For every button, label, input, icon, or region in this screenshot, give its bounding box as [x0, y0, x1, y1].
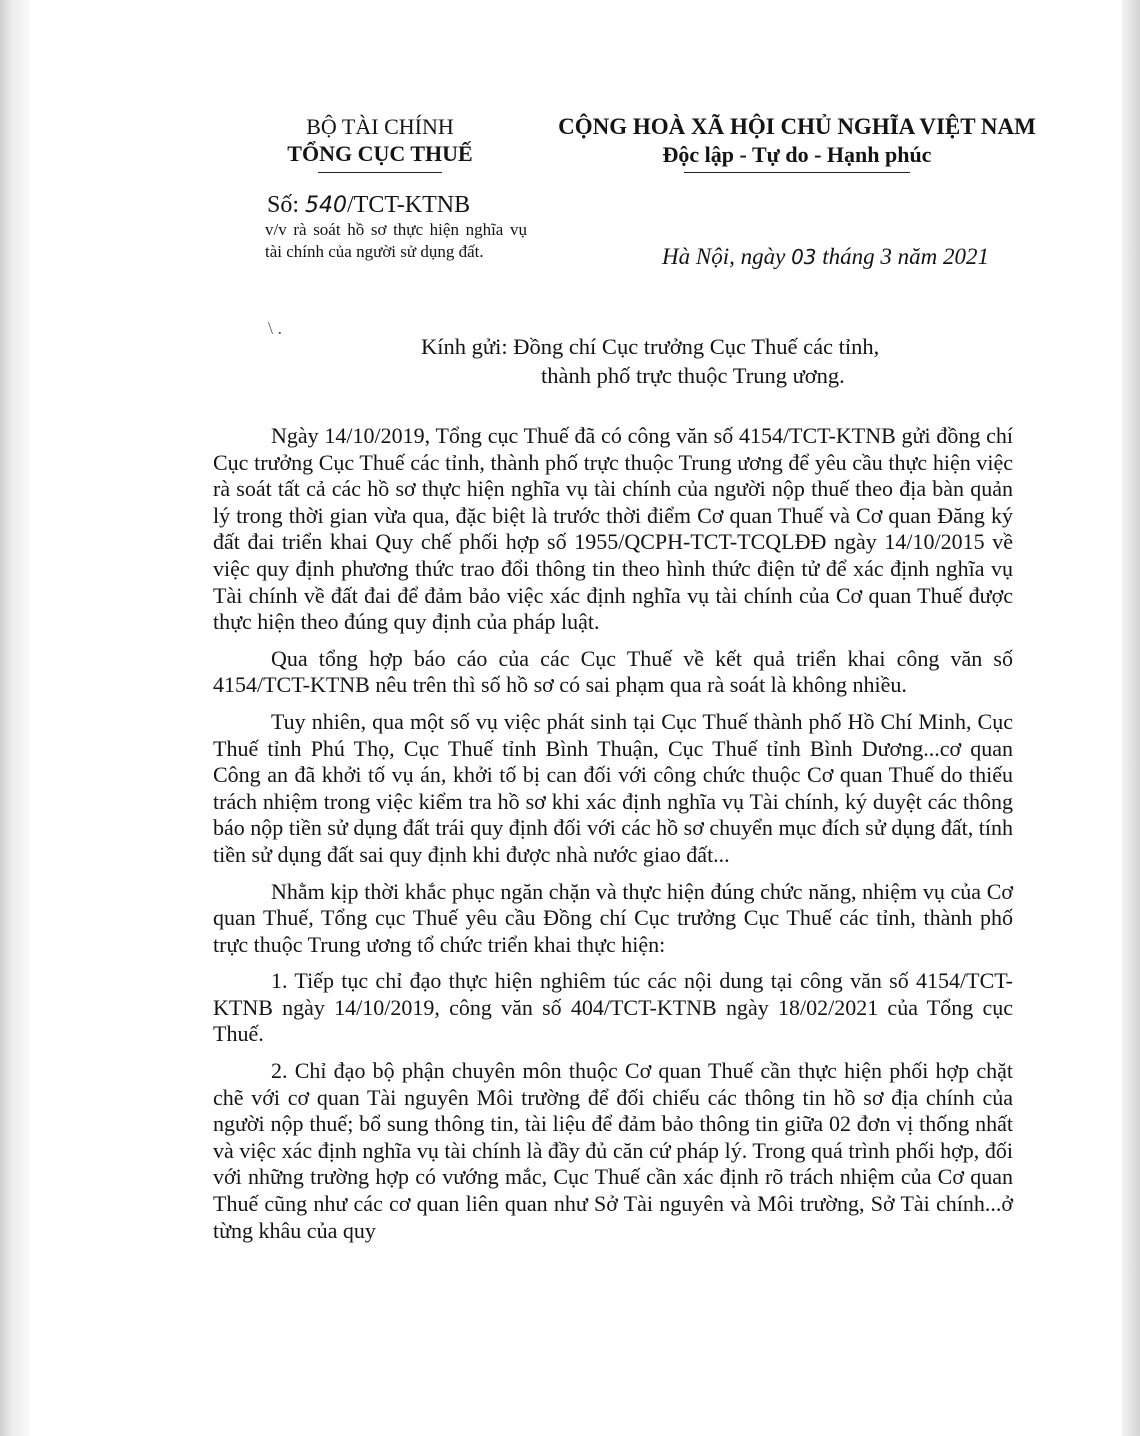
- org-underline: [318, 172, 442, 173]
- body-paragraph-4: Nhằm kịp thời khắc phục ngăn chặn và thực hiện đúng chức năng, nhiệm vụ của Cơ quan Thuế, Tổng cục Thuế yêu cầu Đồng chí Cục trưởng Cục Thuế các tỉnh, thành phố trực thuộc Trung ương tổ chức triển khai thực hiện:: [213, 878, 1013, 957]
- document-number-handwritten: 540: [305, 193, 348, 218]
- document-body: [213, 423, 1013, 1244]
- place-and-date: [662, 242, 1022, 272]
- national-motto: Độc lập - Tự do - Hạnh phúc: [662, 142, 932, 167]
- national-header: [552, 114, 1042, 173]
- motto-underline: [684, 172, 910, 173]
- scan-left-edge: [0, 0, 30, 1436]
- date-after: tháng 3 năm 2021: [816, 244, 990, 269]
- recipient-block: [421, 332, 879, 390]
- document-number-suffix: /TCT-KTNB: [347, 192, 471, 218]
- issuing-organization: [255, 114, 505, 173]
- date-before: Hà Nội, ngày: [662, 244, 792, 269]
- body-paragraph-3: Tuy nhiên, qua một số vụ việc phát sinh tại Cục Thuế thành phố Hồ Chí Minh, Cục Thuế tỉnh Phú Thọ, Cục Thuế tỉnh Bình Thuận, Cục Thuế tỉnh Bình Dương...cơ quan Công an đã khởi tố vụ án, khởi tố bị can đối với công chức thuộc Cơ quan Thuế do thiếu trách nhiệm trong việc kiểm tra hồ sơ khi xác định nghĩa vụ Tài chính, ký duyệt các thông báo nộp tiền sử dụng đất trái quy định đối với các hồ sơ chuyển mục đích sử dụng đất, tính tiền sử dụng đất sai quy định khi được nhà nước giao đất...: [213, 708, 1013, 867]
- recipient-line-2: thành phố trực thuộc Trung ương.: [541, 363, 845, 388]
- department-name: TỔNG CỤC THUẾ: [287, 141, 473, 166]
- document-number-prefix: Số:: [267, 192, 300, 218]
- date-handwritten-day: 03: [791, 245, 817, 269]
- country-name: CỘNG HOÀ XÃ HỘI CHỦ NGHĨA VIỆT NAM: [558, 114, 1036, 139]
- ministry-name: BỘ TÀI CHÍNH: [306, 114, 454, 139]
- body-paragraph-5: 1. Tiếp tục chỉ đạo thực hiện nghiêm túc các nội dung tại công văn số 4154/TCT-KTNB ngày 14/10/2019, công văn số 404/TCT-KTNB ngày 18/02/2021 của Tổng cục Thuế.: [213, 968, 1013, 1047]
- body-paragraph-6: 2. Chỉ đạo bộ phận chuyên môn thuộc Cơ quan Thuế cần thực hiện phối hợp chặt chẽ với cơ quan Tài nguyên Môi trường để đối chiếu các thông tin hồ sơ địa chính của người nộp thuế; bổ sung thông tin, tài liệu để đảm bảo thông tin giữa 02 đơn vị thống nhất và việc xác định nghĩa vụ tài chính là đầy đủ căn cứ pháp lý. Trong quá trình phối hợp, đối với những trường hợp có vướng mắc, Cục Thuế cần xác định rõ trách nhiệm của Cơ quan Thuế cũng như các cơ quan liên quan như Sở Tài nguyên và Môi trường, Sở Tài chính...ở từng khâu của quy: [213, 1058, 1013, 1243]
- document-subject: v/v rà soát hồ sơ thực hiện nghĩa vụ tài chính của người sử dụng đất.: [265, 220, 527, 261]
- body-paragraph-1: Ngày 14/10/2019, Tổng cục Thuế đã có công văn số 4154/TCT-KTNB gửi đồng chí Cục trưởng Cục Thuế các tỉnh, thành phố trực thuộc Trung ương để yêu cầu thực hiện việc rà soát tất cả các hồ sơ thực hiện nghĩa vụ tài chính của người nộp thuế theo địa bàn quản lý trong thời gian vừa qua, đặc biệt là trước thời điểm Cơ quan Thuế và Cơ quan Đăng ký đất đai triển khai Quy chế phối hợp số 1955/QCPH-TCT-TCQLĐĐ ngày 14/10/2015 về việc quy định phương thức trao đổi thông tin theo hình thức điện tử để xác định nghĩa vụ Tài chính về đất đai để đảm bảo việc xác định nghĩa vụ tài chính của Cơ quan Thuế được thực hiện theo đúng quy định của pháp luật.: [213, 423, 1013, 635]
- scan-mark: \ .: [268, 318, 283, 338]
- scan-right-edge: [1122, 0, 1140, 1436]
- recipient-line-1: Kính gửi: Đồng chí Cục trưởng Cục Thuế các tỉnh,: [421, 334, 880, 359]
- document-number: [267, 191, 470, 220]
- body-paragraph-2: Qua tổng hợp báo cáo của các Cục Thuế về kết quả triển khai công văn số 4154/TCT-KTNB nêu trên thì số hồ sơ có sai phạm qua rà soát là không nhiều.: [213, 645, 1013, 698]
